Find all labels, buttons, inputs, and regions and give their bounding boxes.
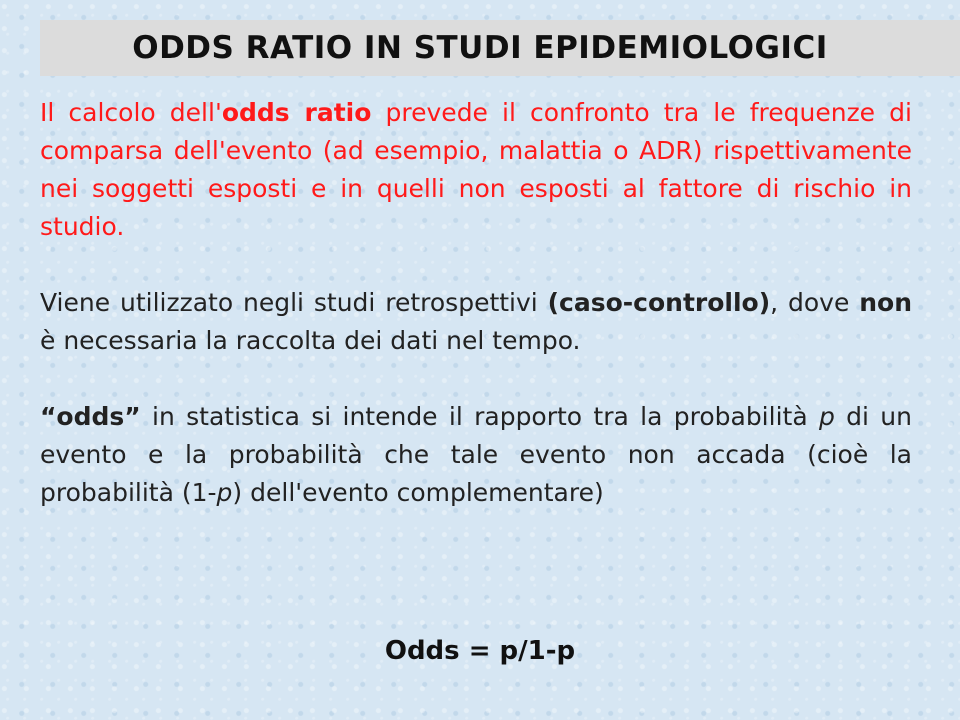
slide-title: ODDS RATIO IN STUDI EPIDEMIOLOGICI	[132, 30, 828, 66]
usage-text-3: è necessaria la raccolta dei dati nel tempo.	[40, 326, 581, 355]
odds-term: “odds”	[40, 402, 141, 431]
definition-paragraph	[40, 398, 912, 512]
usage-text-2: , dove	[770, 288, 860, 317]
intro-text-before: Il calcolo dell'	[40, 98, 222, 127]
odds-formula: Odds = p/1-p	[384, 636, 576, 666]
usage-text-1: Viene utilizzato negli studi retrospettivi	[40, 288, 548, 317]
case-control-term: (caso-controllo)	[547, 288, 771, 317]
odds-ratio-term: odds ratio	[221, 98, 372, 127]
non-term: non	[859, 288, 912, 317]
intro-text-after: prevede il confronto tra le frequenze di comparsa dell'evento (ad esempio, malattia o ADR) rispettivamente nei soggetti esposti e in quelli non esposti al fattore di rischio in studio.	[40, 98, 912, 241]
intro-paragraph	[40, 94, 912, 246]
slide-content	[40, 94, 912, 512]
definition-text-3: ) dell'evento complementare)	[232, 478, 604, 507]
usage-paragraph	[40, 284, 912, 360]
probability-p: p	[818, 402, 835, 431]
definition-text-2: di un evento e la probabilità che tale evento non accada (cioè la probabilità (1-	[40, 402, 912, 507]
probability-p-complement: p	[216, 478, 233, 507]
definition-text-1: in statistica si intende il rapporto tra la probabilità	[140, 402, 819, 431]
